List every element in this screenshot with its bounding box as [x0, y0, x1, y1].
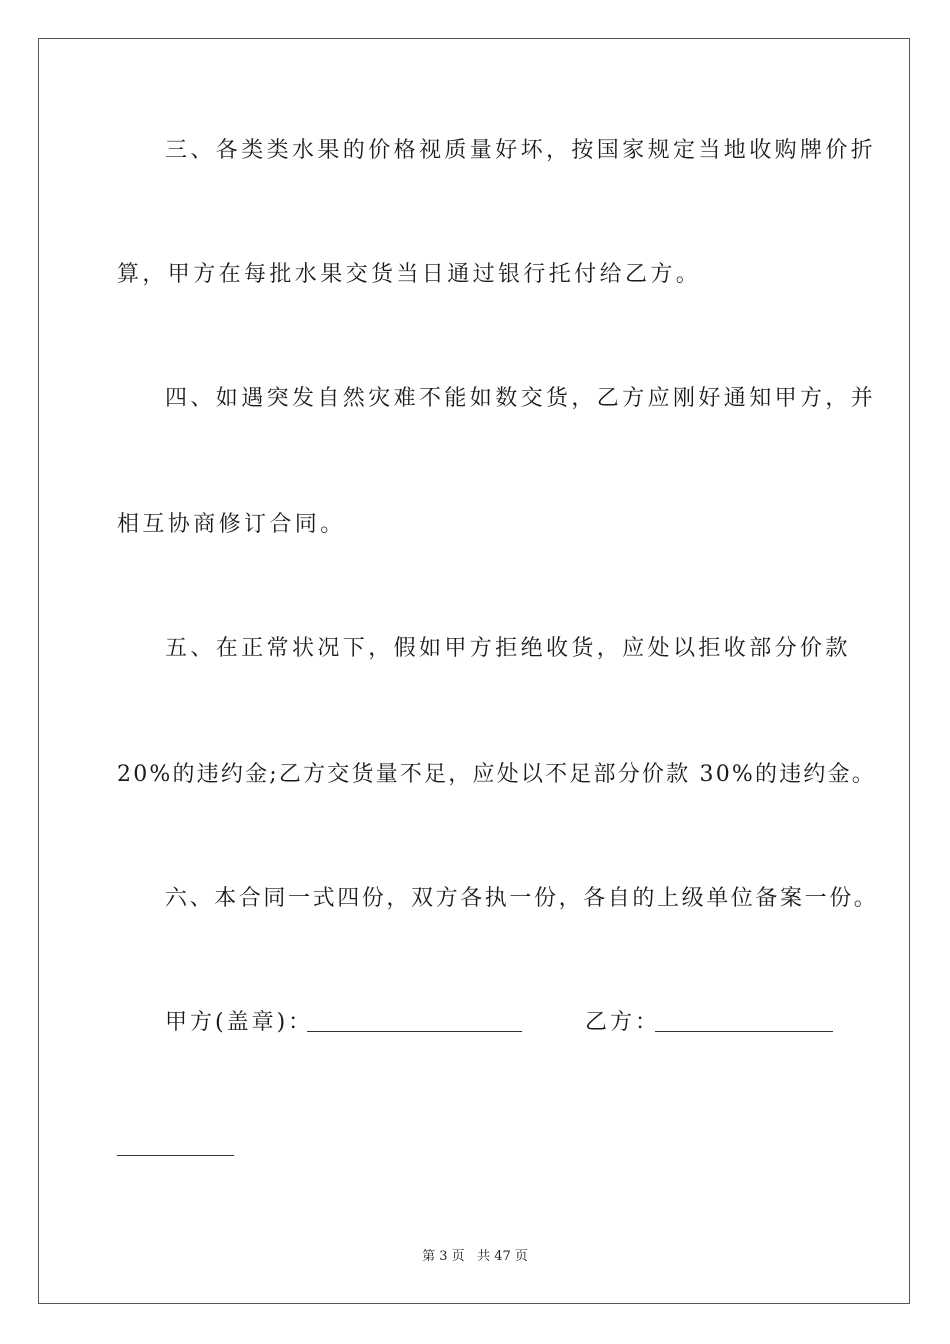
- party-b-signature-label: 乙方：: [585, 1010, 661, 1035]
- party-a-signature-label: 甲方(盖章)：: [165, 1010, 314, 1035]
- paragraph-3-line-1: 三、各类类水果的价格视质量好坏，按国家规定当地收购牌价折: [165, 138, 877, 163]
- signature-continuation-line: [117, 1155, 234, 1156]
- page-border: [38, 38, 910, 1304]
- paragraph-3-line-2: 算，甲方在每批水果交货当日通过银行托付给乙方。: [117, 262, 702, 287]
- paragraph-5-line-2: 20%的违约金;乙方交货量不足，应处以不足部分价款 30%的违约金。: [117, 762, 877, 787]
- paragraph-4-line-1: 四、如遇突发自然灾难不能如数交货，乙方应刚好通知甲方，并: [165, 386, 877, 411]
- party-b-signature-line: [655, 1031, 833, 1032]
- page-footer: [0, 1248, 950, 1266]
- paragraph-4-line-2: 相互协商修订合同。: [117, 512, 346, 537]
- paragraph-6: 六、本合同一式四份，双方各执一份，各自的上级单位备案一份。: [165, 886, 879, 911]
- page-number: 第 3 页: [422, 1249, 465, 1264]
- paragraph-5-line-1: 五、在正常状况下，假如甲方拒绝收货，应处以拒收部分价款: [165, 636, 851, 661]
- page-total: 共 47 页: [477, 1249, 528, 1264]
- party-a-signature-line: [307, 1031, 522, 1032]
